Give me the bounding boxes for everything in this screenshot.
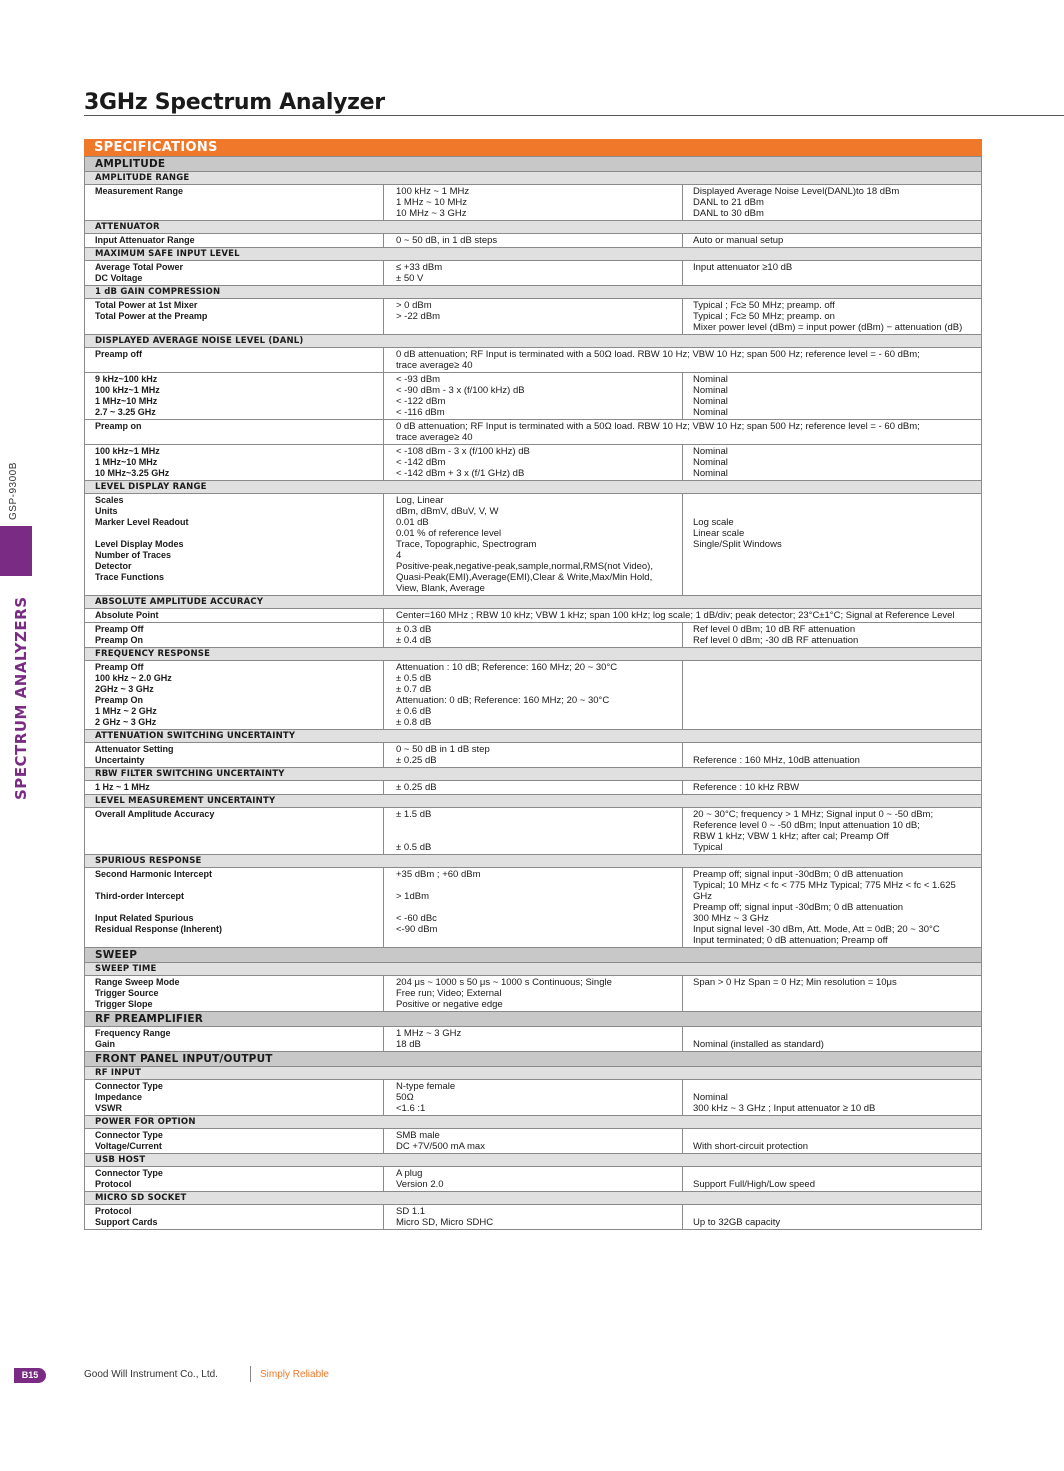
subsection-title: LEVEL MEASUREMENT UNCERTAINTY (85, 795, 982, 808)
subsection-header-row (85, 648, 982, 661)
spec-row (85, 348, 982, 373)
spec-parameter: Scales Units Marker Level Readout Level Display Modes Number of Traces Detector Trace Functions (85, 494, 384, 596)
side-category-label: SPECTRUM ANALYZERS (12, 596, 30, 800)
spec-value: +35 dBm ; +60 dBm > 1dBm < -60 dBc <-90 dBm (384, 868, 683, 948)
section-title: SWEEP (85, 948, 982, 963)
spec-value: Attenuation : 10 dB; Reference: 160 MHz; 20 ~ 30°C ± 0.5 dB ± 0.7 dB Attenuation: 0 dB; Reference: 160 MHz; 20 ~ 30°C ± 0.6 dB ± 0.8 dB (384, 661, 683, 730)
spec-parameter: Protocol Support Cards (85, 1205, 384, 1230)
spec-note: Support Full/High/Low speed (683, 1167, 982, 1192)
footer-company: Good Will Instrument Co., Ltd. (84, 1369, 218, 1380)
page-number-badge: B15 (14, 1368, 46, 1383)
spec-value: 0 ~ 50 dB in 1 dB step ± 0.25 dB (384, 743, 683, 768)
spec-row (85, 1027, 982, 1052)
spec-value: SD 1.1 Micro SD, Micro SDHC (384, 1205, 683, 1230)
spec-note: Up to 32GB capacity (683, 1205, 982, 1230)
spec-value: ± 0.25 dB (384, 781, 683, 795)
subsection-header-row (85, 855, 982, 868)
subsection-header-row (85, 963, 982, 976)
subsection-title: LEVEL DISPLAY RANGE (85, 481, 982, 494)
specifications-table (84, 156, 982, 1230)
spec-row (85, 1167, 982, 1192)
spec-row (85, 261, 982, 286)
specifications-block (84, 139, 982, 1230)
subsection-title: SWEEP TIME (85, 963, 982, 976)
subsection-header-row (85, 596, 982, 609)
spec-row (85, 1205, 982, 1230)
subsection-title: FREQUENCY RESPONSE (85, 648, 982, 661)
spec-parameter: Range Sweep Mode Trigger Source Trigger Slope (85, 976, 384, 1012)
subsection-title: RBW FILTER SWITCHING UNCERTAINTY (85, 768, 982, 781)
subsection-title: POWER FOR OPTION (85, 1116, 982, 1129)
spec-parameter: Preamp Off 100 kHz ~ 2.0 GHz 2GHz ~ 3 GHz Preamp On 1 MHz ~ 2 GHz 2 GHz ~ 3 GHz (85, 661, 384, 730)
spec-value: N-type female 50Ω <1.6 :1 (384, 1080, 683, 1116)
spec-note: Typical ; Fc≥ 50 MHz; preamp. off Typical ; Fc≥ 50 MHz; preamp. on Mixer power level (dBm) = input power (dBm) − attenuation (dB) (683, 299, 982, 335)
spec-parameter: Attenuator Setting Uncertainty (85, 743, 384, 768)
side-category-bar (0, 526, 32, 576)
spec-parameter: Connector Type Voltage/Current (85, 1129, 384, 1154)
spec-condition: 0 dB attenuation; RF Input is terminated with a 50Ω load. RBW 10 Hz; VBW 10 Hz; span 500 Hz; reference level = - 60 dBm; trace average≥ 40 (384, 420, 982, 445)
spec-note (683, 661, 982, 730)
spec-note: Nominal 300 kHz ~ 3 GHz ; Input attenuator ≥ 10 dB (683, 1080, 982, 1116)
subsection-title: 1 dB GAIN COMPRESSION (85, 286, 982, 299)
spec-value: 204 μs ~ 1000 s 50 μs ~ 1000 s Continuous; Single Free run; Video; External Positive or negative edge (384, 976, 683, 1012)
subsection-header-row (85, 286, 982, 299)
spec-parameter: Preamp on (85, 420, 384, 445)
subsection-header-row (85, 1154, 982, 1167)
subsection-title: SPURIOUS RESPONSE (85, 855, 982, 868)
spec-value: < -93 dBm < -90 dBm - 3 x (f/100 kHz) dB < -122 dBm < -116 dBm (384, 373, 683, 420)
spec-parameter: Measurement Range (85, 185, 384, 221)
section-title: FRONT PANEL INPUT/OUTPUT (85, 1052, 982, 1067)
spec-note: Nominal (installed as standard) (683, 1027, 982, 1052)
spec-row (85, 299, 982, 335)
spec-row (85, 781, 982, 795)
spec-parameter: 1 Hz ~ 1 MHz (85, 781, 384, 795)
subsection-header-row (85, 221, 982, 234)
spec-note: Displayed Average Noise Level(DANL)to 18 dBm DANL to 21 dBm DANL to 30 dBm (683, 185, 982, 221)
subsection-header-row (85, 1192, 982, 1205)
spec-parameter: Total Power at 1st Mixer Total Power at the Preamp (85, 299, 384, 335)
subsection-title: MAXIMUM SAFE INPUT LEVEL (85, 248, 982, 261)
subsection-title: DISPLAYED AVERAGE NOISE LEVEL (DANL) (85, 335, 982, 348)
spec-note: Ref level 0 dBm; 10 dB RF attenuation Ref level 0 dBm; -30 dB RF attenuation (683, 623, 982, 648)
subsection-header-row (85, 481, 982, 494)
spec-parameter: Input Attenuator Range (85, 234, 384, 248)
subsection-header-row (85, 768, 982, 781)
subsection-title: ABSOLUTE AMPLITUDE ACCURACY (85, 596, 982, 609)
subsection-title: RF INPUT (85, 1067, 982, 1080)
spec-note: Log scale Linear scale Single/Split Windows (683, 494, 982, 596)
spec-row (85, 661, 982, 730)
spec-note: With short-circuit protection (683, 1129, 982, 1154)
spec-condition: Center=160 MHz ; RBW 10 kHz; VBW 1 kHz; span 100 kHz; log scale; 1 dB/div; peak detector; 23°C±1°C; Signal at Reference Level (384, 609, 982, 623)
spec-row (85, 1129, 982, 1154)
spec-value: A plug Version 2.0 (384, 1167, 683, 1192)
spec-value: 0 ~ 50 dB, in 1 dB steps (384, 234, 683, 248)
spec-parameter: 9 kHz~100 kHz 100 kHz~1 MHz 1 MHz~10 MHz 2.7 ~ 3.25 GHz (85, 373, 384, 420)
section-header-row (85, 1012, 982, 1027)
spec-note: 20 ~ 30°C; frequency > 1 MHz; Signal input 0 ~ -50 dBm; Reference level 0 ~ -50 dBm; Input attenuation 10 dB; RBW 1 kHz; VBW 1 kHz; after cal; Preamp Off Typical (683, 808, 982, 855)
footer-divider (250, 1366, 251, 1382)
page-title: 3GHz Spectrum Analyzer (84, 90, 385, 115)
spec-value: SMB male DC +7V/500 mA max (384, 1129, 683, 1154)
spec-note: Nominal Nominal Nominal Nominal (683, 373, 982, 420)
spec-row (85, 420, 982, 445)
side-model-label: GSP-9300B (8, 462, 19, 520)
spec-row (85, 808, 982, 855)
spec-parameter: Second Harmonic Intercept Third-order Intercept Input Related Spurious Residual Response (Inherent) (85, 868, 384, 948)
spec-value: Log, Linear dBm, dBmV, dBuV, V, W 0.01 dB 0.01 % of reference level Trace, Topographic, Spectrogram 4 Positive-peak,negative-peak,sample,normal,RMS(not Video), Quasi-Peak(EMI),Average(EMI),Clear & Write,Max/Min Hold, View, Blank, Average (384, 494, 683, 596)
spec-row (85, 1080, 982, 1116)
subsection-header-row (85, 172, 982, 185)
subsection-header-row (85, 730, 982, 743)
spec-parameter: Preamp Off Preamp On (85, 623, 384, 648)
spec-value: < -108 dBm - 3 x (f/100 kHz) dB < -142 dBm < -142 dBm + 3 x (f/1 GHz) dB (384, 445, 683, 481)
spec-note: Input attenuator ≥10 dB (683, 261, 982, 286)
spec-parameter: Preamp off (85, 348, 384, 373)
spec-row (85, 743, 982, 768)
spec-parameter: Connector Type Protocol (85, 1167, 384, 1192)
spec-value: > 0 dBm > -22 dBm (384, 299, 683, 335)
spec-row (85, 609, 982, 623)
subsection-header-row (85, 1116, 982, 1129)
spec-row (85, 445, 982, 481)
footer-slogan: Simply Reliable (260, 1369, 329, 1380)
spec-row (85, 868, 982, 948)
spec-row (85, 185, 982, 221)
spec-parameter: Frequency Range Gain (85, 1027, 384, 1052)
spec-value: 1 MHz ~ 3 GHz 18 dB (384, 1027, 683, 1052)
spec-value: ≤ +33 dBm ± 50 V (384, 261, 683, 286)
section-title: AMPLITUDE (85, 157, 982, 172)
spec-value: ± 0.3 dB ± 0.4 dB (384, 623, 683, 648)
spec-note: Auto or manual setup (683, 234, 982, 248)
spec-parameter: Connector Type Impedance VSWR (85, 1080, 384, 1116)
subsection-title: AMPLITUDE RANGE (85, 172, 982, 185)
subsection-title: USB HOST (85, 1154, 982, 1167)
spec-row (85, 494, 982, 596)
title-underline (84, 115, 1064, 116)
spec-parameter: Absolute Point (85, 609, 384, 623)
subsection-header-row (85, 248, 982, 261)
spec-parameter: Average Total Power DC Voltage (85, 261, 384, 286)
spec-value: ± 1.5 dB ± 0.5 dB (384, 808, 683, 855)
spec-row (85, 234, 982, 248)
spec-value: 100 kHz ~ 1 MHz 1 MHz ~ 10 MHz 10 MHz ~ 3 GHz (384, 185, 683, 221)
spec-note: Nominal Nominal Nominal (683, 445, 982, 481)
subsection-header-row (85, 795, 982, 808)
subsection-header-row (85, 1067, 982, 1080)
section-header-row (85, 157, 982, 172)
subsection-header-row (85, 335, 982, 348)
spec-parameter: 100 kHz~1 MHz 1 MHz~10 MHz 10 MHz~3.25 GHz (85, 445, 384, 481)
spec-row (85, 976, 982, 1012)
spec-parameter: Overall Amplitude Accuracy (85, 808, 384, 855)
subsection-title: ATTENUATOR (85, 221, 982, 234)
subsection-title: MICRO SD SOCKET (85, 1192, 982, 1205)
spec-condition: 0 dB attenuation; RF Input is terminated with a 50Ω load. RBW 10 Hz; VBW 10 Hz; span 500 Hz; reference level = - 60 dBm; trace average≥ 40 (384, 348, 982, 373)
spec-row (85, 623, 982, 648)
specifications-header: SPECIFICATIONS (84, 139, 982, 156)
subsection-title: ATTENUATION SWITCHING UNCERTAINTY (85, 730, 982, 743)
section-header-row (85, 948, 982, 963)
spec-note: Reference : 160 MHz, 10dB attenuation (683, 743, 982, 768)
section-header-row (85, 1052, 982, 1067)
spec-note: Reference : 10 kHz RBW (683, 781, 982, 795)
spec-note: Preamp off; signal input -30dBm; 0 dB attenuation Typical; 10 MHz < fc < 775 MHz Typical; 775 MHz < fc < 1.625 GHz Preamp off; signal input -30dBm; 0 dB attenuation 300 MHz ~ 3 GHz Input signal level -30 dBm, Att. Mode, Att = 0dB; 20 ~ 30°C Input terminated; 0 dB attenuation; Preamp off (683, 868, 982, 948)
section-title: RF PREAMPLIFIER (85, 1012, 982, 1027)
spec-row (85, 373, 982, 420)
spec-note: Span > 0 Hz Span = 0 Hz; Min resolution = 10μs (683, 976, 982, 1012)
